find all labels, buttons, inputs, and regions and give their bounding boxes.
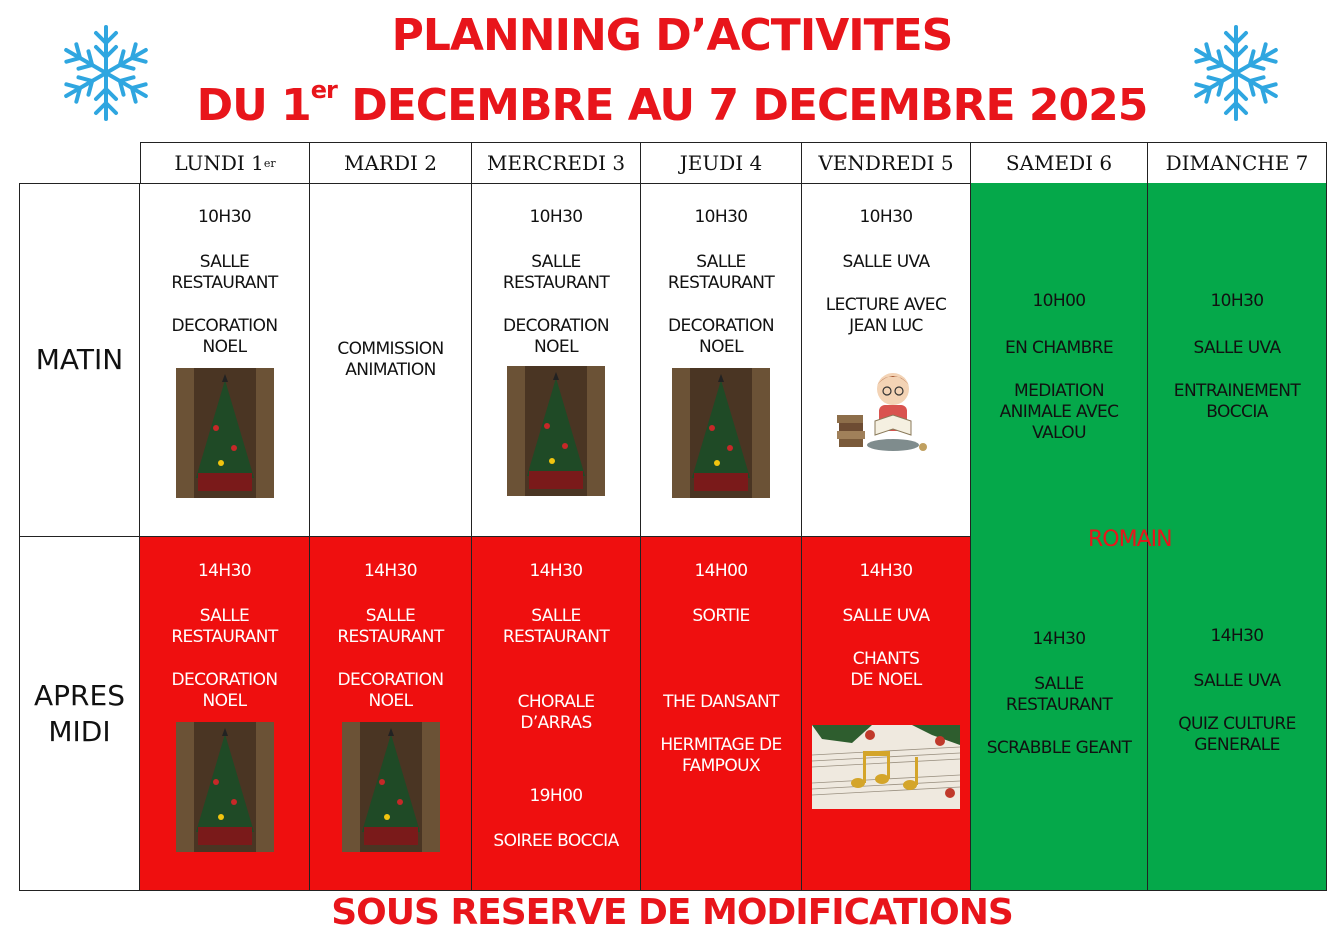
afternoon-saturday-cell [971,537,1148,891]
christmas-tree-image [507,366,605,496]
event-place: SALLE RESTAURANT [502,606,610,647]
event-time: 14H00 [694,561,748,581]
morning-thursday-cell [641,183,802,537]
event-time: 10H30 [529,207,583,227]
afternoon-tuesday-cell [310,537,472,891]
event-time: 10H30 [1210,291,1264,311]
morning-sunday-cell [1148,183,1327,537]
morning-row [19,183,1327,537]
event-place: SALLE UVA [1193,671,1281,691]
event-time: 10H30 [859,207,913,227]
morning-friday-cell [802,183,971,537]
event-time: 10H00 [1032,291,1086,311]
day-header-friday: VENDREDI 5 [802,142,971,184]
morning-saturday-cell [971,183,1148,537]
event-place: SALLE UVA [842,606,930,626]
event-activity: CHORALE D’ARRAS [517,692,595,733]
event-time: 14H30 [529,561,583,581]
event-time-2: 19H00 [529,786,583,806]
christmas-tree-image [342,722,440,852]
morning-monday-cell [140,183,310,537]
row-label-afternoon-line1: APRES [34,678,125,712]
event-place: SALLE RESTAURANT [667,252,775,293]
event-time: 14H30 [1032,629,1086,649]
subtitle-suffix: DECEMBRE AU 7 DECEMBRE 2025 [336,80,1148,131]
event-place: SALLE UVA [1193,338,1281,358]
christmas-tree-image [176,368,274,498]
afternoon-row [19,537,1327,891]
afternoon-wednesday-cell [472,537,641,891]
afternoon-sunday-cell [1148,537,1327,891]
day-header-row [140,142,1327,184]
event-activity: DECORATION NOEL [171,670,278,711]
day-header-wednesday: MERCREDI 3 [472,142,641,184]
event-time: 14H30 [363,561,418,581]
row-label-afternoon-line2: MIDI [48,714,111,748]
event-place: EN CHAMBRE [1004,338,1114,358]
event-activity: THE DANSANT [663,692,779,712]
event-place: SALLE RESTAURANT [1005,674,1113,715]
event-place: SALLE UVA [842,252,930,272]
event-time: 14H30 [197,561,252,581]
event-place: SORTIE [692,606,750,626]
event-place: SALLE RESTAURANT [337,606,444,647]
event-activity: QUIZ CULTURE GENERALE [1178,714,1296,755]
row-label-afternoon [19,537,140,891]
afternoon-friday-cell [802,537,971,891]
day-header-sunday: DIMANCHE 7 [1148,142,1327,184]
event-place: SALLE RESTAURANT [171,252,278,293]
event-activity-2: HERMITAGE DE FAMPOUX [660,735,782,776]
event-activity: DECORATION NOEL [502,316,609,357]
music-notes-image [812,725,960,809]
event-activity-2: SOIREE BOCCIA [493,831,619,851]
event-activity: DECORATION NOEL [667,316,774,357]
subtitle-prefix: DU 1 [196,80,311,131]
event-activity: DECORATION NOEL [337,670,444,711]
page-subtitle [0,76,1344,131]
page-title: PLANNING D’ACTIVITES [391,10,953,61]
day-header-saturday: SAMEDI 6 [971,142,1148,184]
day-header-thursday: JEUDI 4 [641,142,802,184]
event-time: 10H30 [694,207,748,227]
event-activity: CHANTS DE NOEL [850,649,922,690]
event-time: 14H30 [859,561,913,581]
subtitle-sup: er [310,76,337,104]
row-label-morning: MATIN [19,183,140,537]
day-header-monday: LUNDI 1 er [140,142,310,184]
day-header-tuesday: MARDI 2 [310,142,472,184]
event-time: 14H30 [1210,626,1264,646]
afternoon-thursday-cell [641,537,802,891]
christmas-tree-image [176,722,274,852]
event-activity: MEDIATION ANIMALE AVEC VALOU [999,381,1119,443]
event-place: SALLE RESTAURANT [171,606,278,647]
christmas-tree-image [672,368,770,498]
event-activity: DECORATION NOEL [171,316,278,357]
event-activity: ENTRAINEMENT BOCCIA [1173,381,1301,422]
footer-disclaimer: SOUS RESERVE DE MODIFICATIONS [331,892,1013,933]
weekend-staff-label: ROMAIN [1088,527,1172,552]
event-activity: LECTURE AVEC JEAN LUC [825,295,947,336]
morning-wednesday-cell [472,183,641,537]
afternoon-monday-cell [140,537,310,891]
event-place: SALLE RESTAURANT [502,252,610,293]
reading-boy-image [831,365,941,455]
morning-tuesday-cell [310,183,472,537]
event-time: 10H30 [197,207,252,227]
event-activity: COMMISSION ANIMATION [337,338,444,380]
event-activity: SCRABBLE GEANT [986,738,1132,758]
